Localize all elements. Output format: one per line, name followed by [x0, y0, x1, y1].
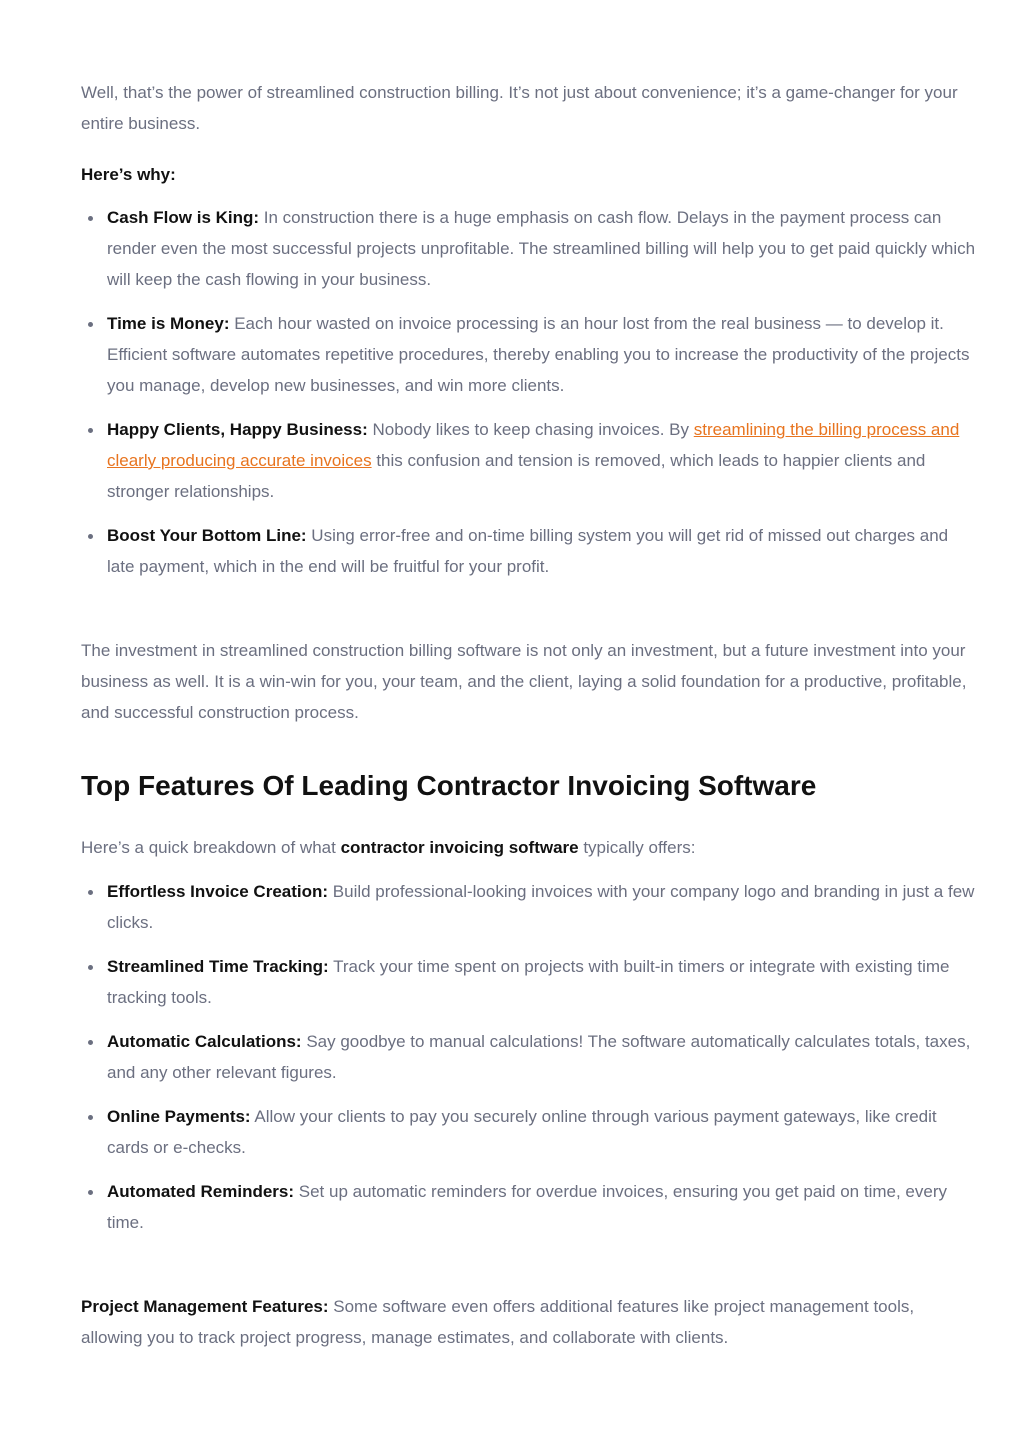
closing-text: Some software even offers additional features like project management tools, allowing you to track project progress, manage estimates, and collaborate with clients.	[81, 1297, 915, 1347]
list-item-text: Using error-free and on-time billing system you will get rid of missed out charges and late payment, which in the end will be fruitful for your profit.	[107, 526, 949, 576]
features-lead-text: typically offers:	[578, 838, 696, 857]
why-heading: Here’s why:	[81, 165, 176, 184]
bullet-icon	[88, 965, 93, 970]
spacer	[81, 595, 976, 635]
list-item-text: Set up automatic reminders for overdue invoices, ensuring you get paid on time, every time.	[107, 1182, 947, 1232]
list-item	[81, 876, 976, 938]
features-lead-text: Here’s a quick breakdown of what	[81, 838, 341, 857]
list-item	[81, 951, 976, 1013]
list-item	[81, 1026, 976, 1088]
bullet-icon	[88, 322, 93, 327]
bullet-icon	[88, 890, 93, 895]
why-list	[81, 202, 976, 582]
list-item	[81, 1176, 976, 1238]
list-item-term: Happy Clients, Happy Business:	[107, 420, 368, 439]
bullet-icon	[88, 216, 93, 221]
list-item-text: Build professional-looking invoices with your company logo and branding in just a few clicks.	[107, 882, 975, 932]
list-item-text: Each hour wasted on invoice processing is an hour lost from the real business — to develop it. Efficient software automates repetitive procedures, thereby enabling you to increase the productivity of the projects you manage, develop new businesses, and win more clients.	[107, 314, 970, 395]
list-item-text: Nobody likes to keep chasing invoices. By	[367, 420, 694, 439]
bullet-icon	[88, 1040, 93, 1045]
investment-paragraph: The investment in streamlined construction billing software is not only an investment, but a future investment into your business as well. It is a win-win for you, your team, and the client, laying a solid foundation for a productive, profitable, and successful construction process.	[81, 641, 967, 722]
features-list	[81, 876, 976, 1238]
list-item-text: Track your time spent on projects with built-in timers or integrate with existing time tracking tools.	[107, 957, 950, 1007]
bullet-icon	[88, 1115, 93, 1120]
list-item-text: Allow your clients to pay you securely online through various payment gateways, like credit cards or e-checks.	[107, 1107, 937, 1157]
list-item-text: In construction there is a huge emphasis on cash flow. Delays in the payment process can render even the most successful projects unprofitable. The streamlined billing will help you to get paid quickly which will keep the cash flowing in your business.	[107, 208, 976, 289]
list-item-term: Automated Reminders:	[107, 1182, 295, 1201]
list-item-term: Automatic Calculations:	[107, 1032, 302, 1051]
spacer	[81, 1251, 976, 1291]
list-item	[81, 308, 976, 401]
list-item-term: Boost Your Bottom Line:	[107, 526, 307, 545]
list-item-term: Streamlined Time Tracking:	[107, 957, 329, 976]
list-item-term: Effortless Invoice Creation:	[107, 882, 329, 901]
features-lead	[81, 832, 976, 863]
list-item-text: this confusion and tension is removed, which leads to happier clients and stronger relationships.	[107, 451, 926, 501]
list-item	[81, 202, 976, 295]
bullet-icon	[88, 428, 93, 433]
list-item-text: Say goodbye to manual calculations! The software automatically calculates totals, taxes, and any other relevant figures.	[107, 1032, 971, 1082]
intro-paragraph: Well, that’s the power of streamlined construction billing. It’s not just about convenience; it’s a game-changer for your entire business.	[81, 83, 958, 133]
bullet-icon	[88, 1190, 93, 1195]
list-item-term: Online Payments:	[107, 1107, 251, 1126]
billing-process-link[interactable]: streamlining the billing process and clearly producing accurate invoices	[107, 420, 960, 470]
section-title: Top Features Of Leading Contractor Invoicing Software	[81, 770, 817, 801]
list-item	[81, 414, 976, 507]
closing-term: Project Management Features:	[81, 1297, 329, 1316]
features-lead-strong: contractor invoicing software	[340, 838, 579, 857]
list-item	[81, 520, 976, 582]
article-body	[81, 77, 976, 1353]
spacer	[81, 804, 976, 832]
closing-paragraph	[81, 1291, 976, 1353]
list-item	[81, 1101, 976, 1163]
list-item-term: Time is Money:	[107, 314, 230, 333]
bullet-icon	[88, 534, 93, 539]
list-item-term: Cash Flow is King:	[107, 208, 260, 227]
spacer	[81, 728, 976, 768]
